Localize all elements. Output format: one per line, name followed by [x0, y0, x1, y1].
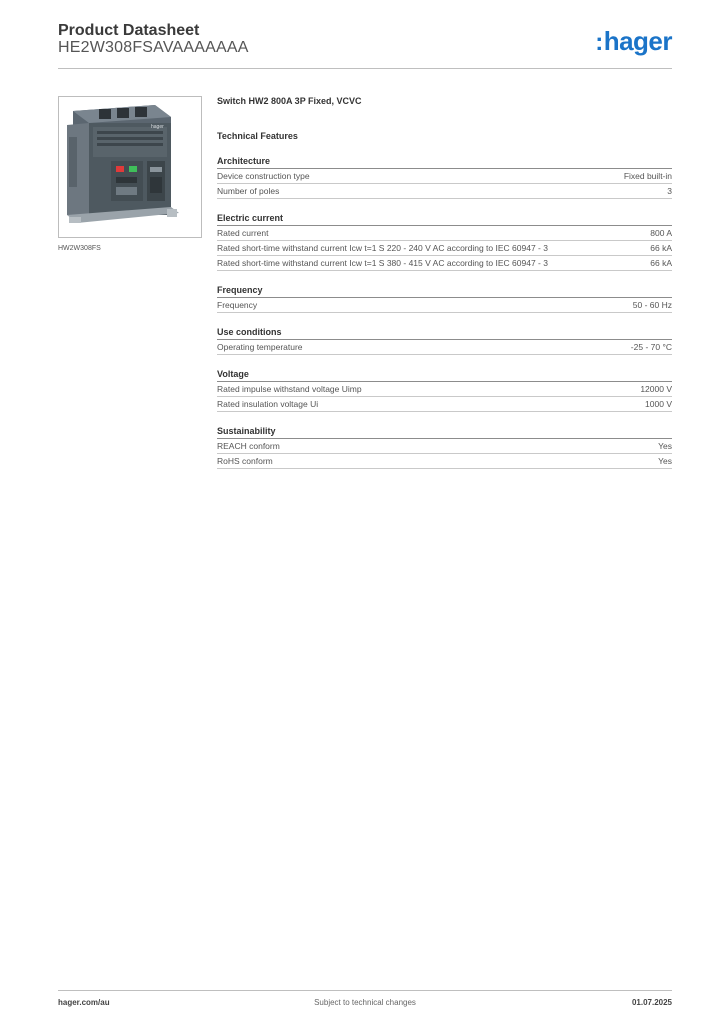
- spec-row: [217, 340, 672, 355]
- spec-label: Operating temperature: [217, 342, 303, 352]
- section-electric-current: [217, 212, 672, 271]
- document-title: Product Datasheet: [58, 22, 200, 39]
- header-divider: [58, 68, 672, 69]
- logo-colon-icon: :: [595, 29, 603, 56]
- footer-divider: [58, 990, 672, 991]
- spec-row: [217, 298, 672, 313]
- section-frequency: [217, 284, 672, 313]
- brand-logo: [595, 26, 672, 58]
- section-title: Sustainability: [217, 425, 672, 439]
- product-name: Switch HW2 800A 3P Fixed, VCVC: [217, 96, 362, 106]
- spec-value: 3: [667, 186, 672, 196]
- spec-row: [217, 256, 672, 271]
- section-architecture: [217, 155, 672, 199]
- footer-note: Subject to technical changes: [314, 998, 416, 1007]
- image-caption: HW2W308FS: [58, 245, 101, 252]
- section-title: Voltage: [217, 368, 672, 382]
- brand-name: hager: [603, 26, 672, 56]
- spec-value: Yes: [658, 456, 672, 466]
- spec-row: [217, 169, 672, 184]
- spec-row: [217, 454, 672, 469]
- circuit-breaker-product-photo: [59, 97, 201, 237]
- spec-value: 12000 V: [640, 384, 672, 394]
- spec-label: REACH conform: [217, 441, 280, 451]
- section-title: Architecture: [217, 155, 672, 169]
- spec-value: 66 kA: [650, 258, 672, 268]
- spec-row: [217, 439, 672, 454]
- spec-value: 50 - 60 Hz: [632, 300, 672, 310]
- spec-value: 800 A: [650, 228, 672, 238]
- device-logo: hager: [151, 124, 164, 130]
- spec-label: Rated impulse withstand voltage Uimp: [217, 384, 362, 394]
- spec-label: Rated short-time withstand current Icw t=1 S 220 - 240 V AC according to IEC 60947 - 3: [217, 243, 548, 253]
- spec-label: RoHS conform: [217, 456, 273, 466]
- spec-label: Rated short-time withstand current Icw t=1 S 380 - 415 V AC according to IEC 60947 - 3: [217, 258, 548, 268]
- spec-row: [217, 184, 672, 199]
- footer-website-link[interactable]: hager.com/au: [58, 998, 110, 1007]
- spec-value: -25 - 70 °C: [630, 342, 672, 352]
- section-voltage: [217, 368, 672, 412]
- spec-value: 66 kA: [650, 243, 672, 253]
- section-title: Frequency: [217, 284, 672, 298]
- spec-row: [217, 241, 672, 256]
- section-use-conditions: [217, 326, 672, 355]
- product-code: HE2W308FSAVAAAAAAA: [58, 39, 249, 56]
- product-details: [217, 96, 672, 469]
- spec-value: Yes: [658, 441, 672, 451]
- spec-value: Fixed built-in: [623, 171, 672, 181]
- footer-date: 01.07.2025: [631, 998, 672, 1007]
- spec-row: [217, 226, 672, 241]
- section-sustainability: [217, 425, 672, 469]
- section-title: Electric current: [217, 212, 672, 226]
- spec-label: Number of poles: [217, 186, 280, 196]
- spec-label: Rated insulation voltage Ui: [217, 399, 319, 409]
- technical-features-heading: Technical Features: [217, 131, 298, 141]
- spec-label: Frequency: [217, 300, 258, 310]
- spec-label: Device construction type: [217, 171, 310, 181]
- spec-label: Rated current: [217, 228, 269, 238]
- spec-row: [217, 382, 672, 397]
- section-title: Use conditions: [217, 326, 672, 340]
- product-image: [58, 96, 202, 238]
- spec-row: [217, 397, 672, 412]
- spec-value: 1000 V: [645, 399, 672, 409]
